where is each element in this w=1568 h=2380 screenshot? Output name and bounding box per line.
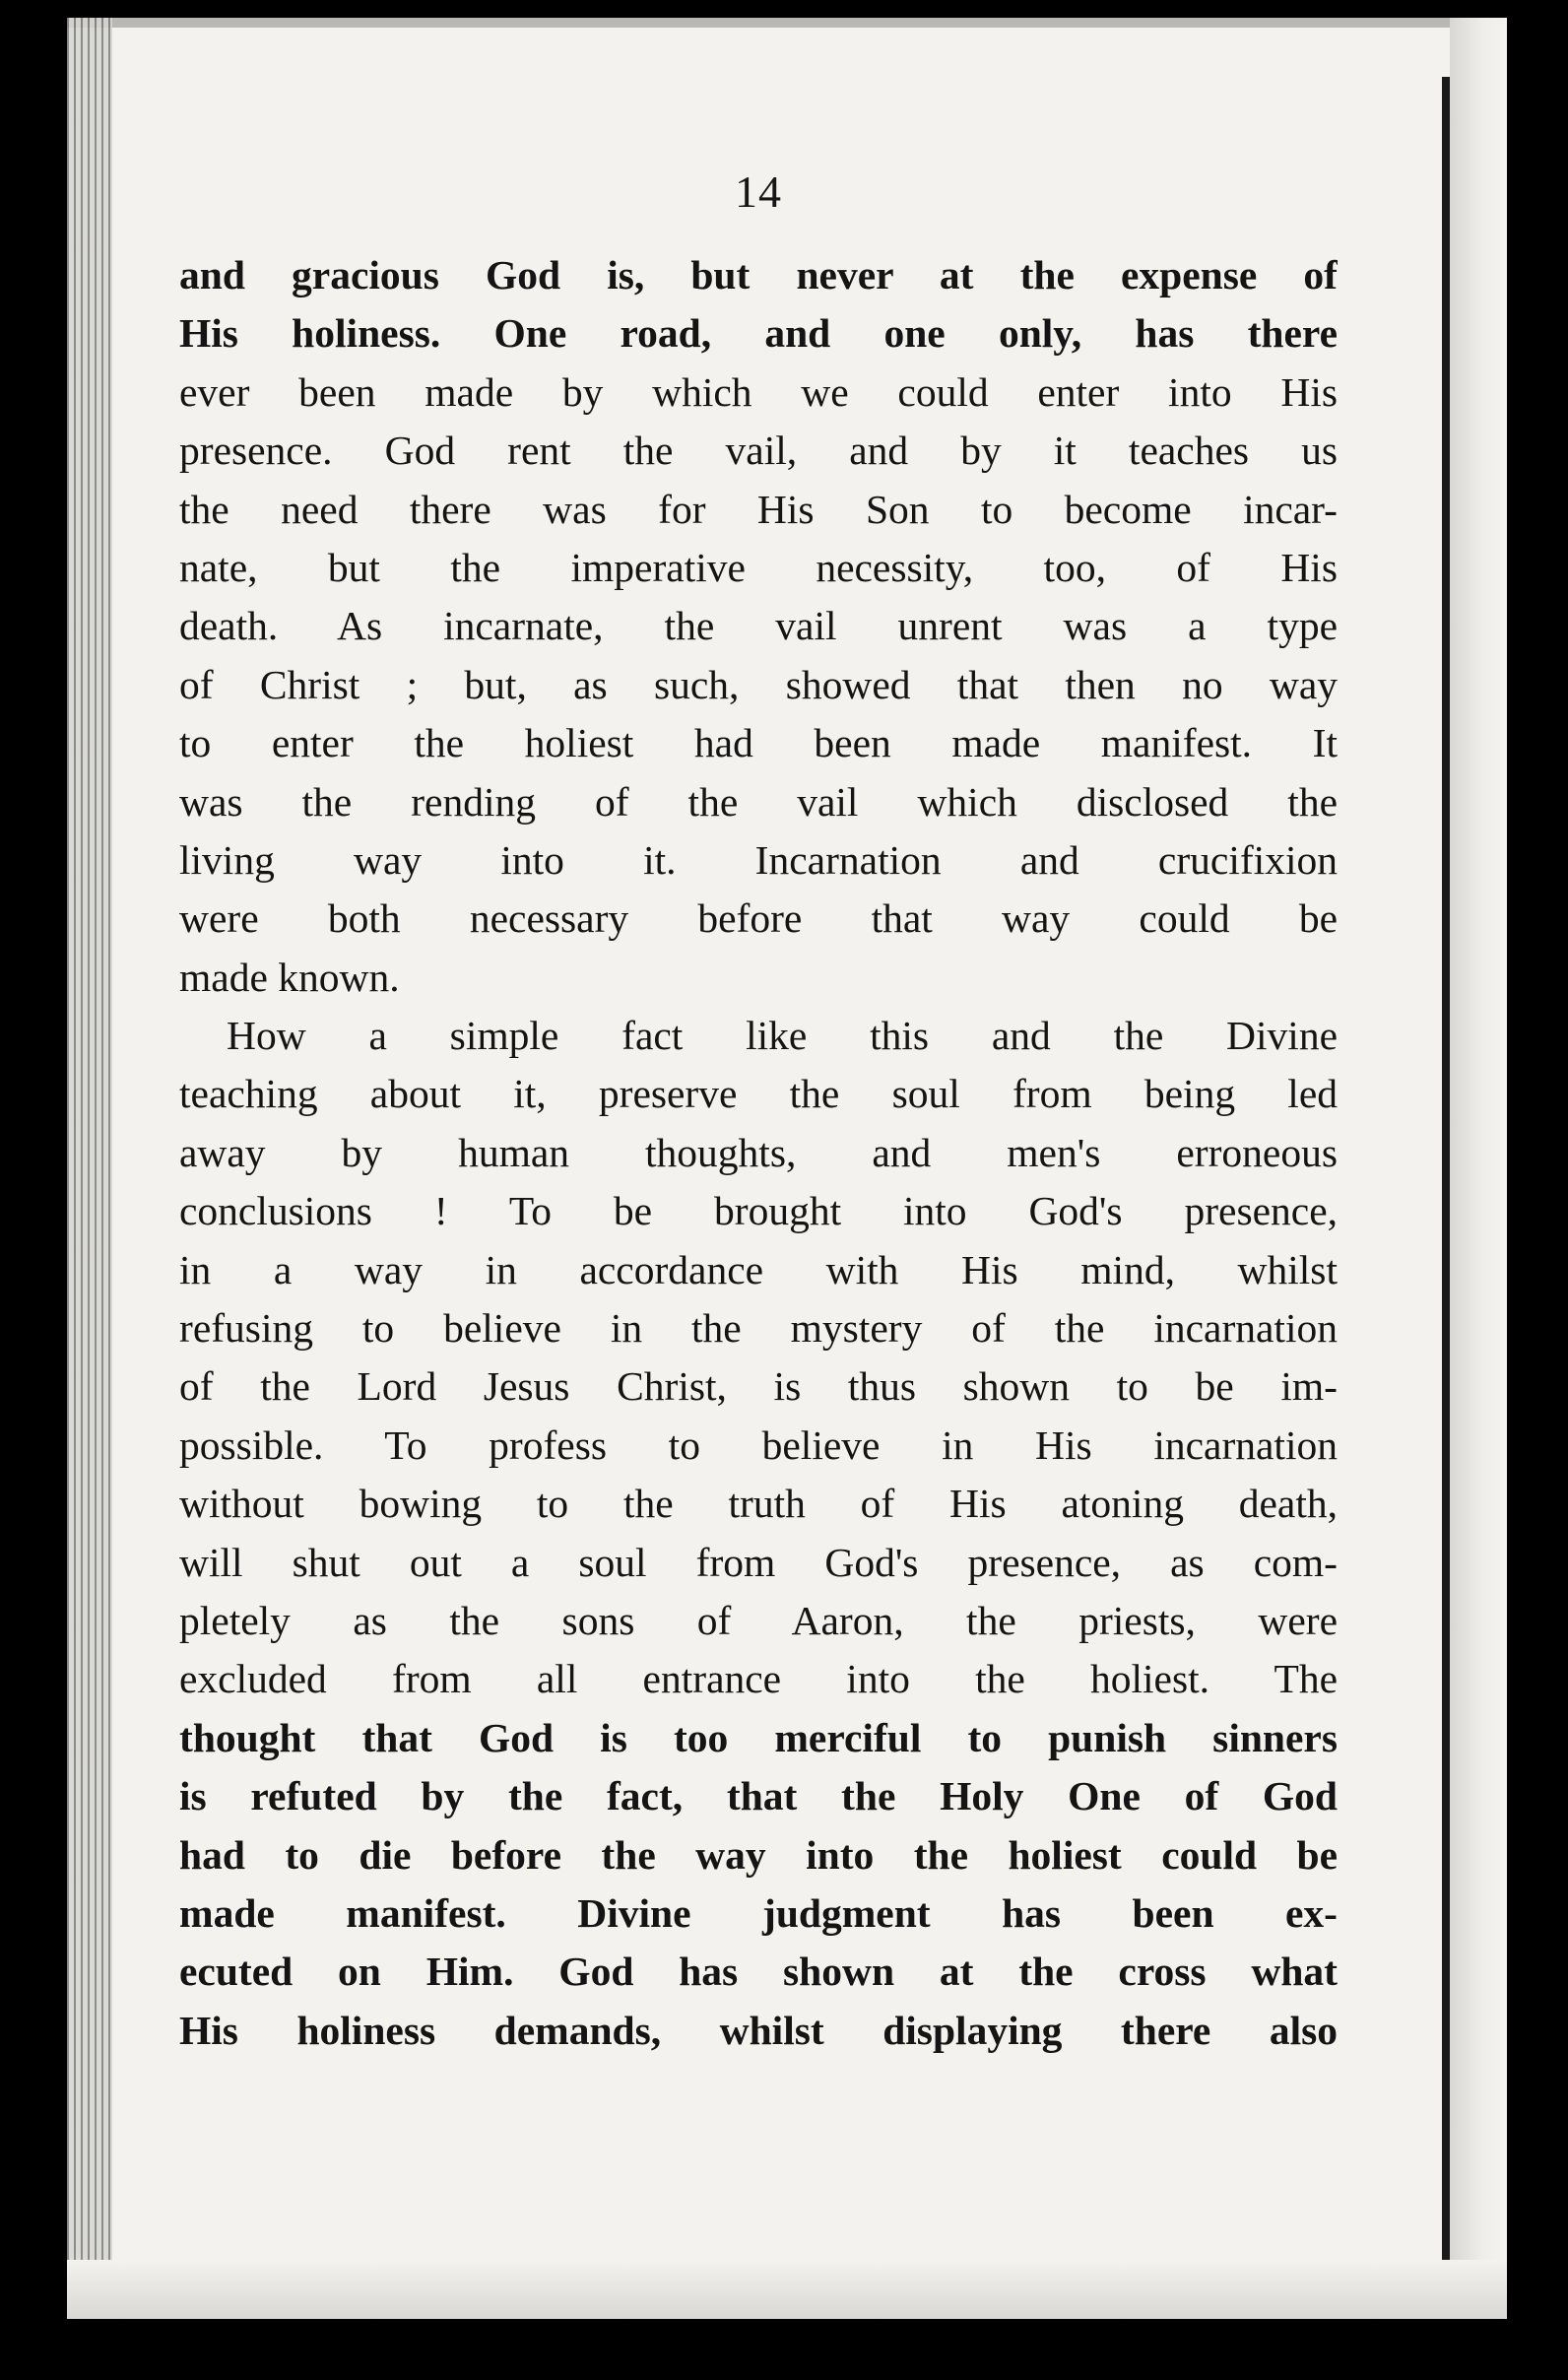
text-line: nate, but the imperative necessity, too, of His [179, 544, 1338, 590]
text-line: How a simple fact like this and the Divine [227, 1013, 1338, 1059]
text-line: had to die before the way into the holiest could be [179, 1831, 1338, 1878]
text-line: thought that God is too merciful to punish sinners [179, 1714, 1338, 1760]
text-line: to enter the holiest had been made manifest. It [179, 720, 1338, 766]
text-line: made manifest. Divine judgment has been ex- [179, 1889, 1338, 1936]
page-number: 14 [735, 166, 782, 217]
text-line: presence. God rent the vail, and by it teaches us [179, 428, 1338, 474]
body-text [179, 246, 1338, 2060]
text-line: excluded from all entrance into the holiest. The [179, 1656, 1338, 1702]
text-line: ever been made by which we could enter into His [179, 368, 1338, 415]
page-bottom-edge [67, 2260, 1507, 2319]
text-line: made known. [179, 954, 400, 1000]
page-right-edge [1450, 18, 1507, 2319]
text-line: in a way in accordance with His mind, whilst [179, 1246, 1338, 1292]
text-line: His holiness demands, whilst displaying there also [179, 2007, 1338, 2053]
text-line: were both necessary before that way could be [179, 895, 1338, 942]
text-line: of Christ ; but, as such, showed that then no way [179, 661, 1338, 707]
binding-rule [1442, 77, 1450, 2303]
text-line: of the Lord Jesus Christ, is thus shown to be im- [179, 1363, 1338, 1410]
page-top-edge [67, 18, 1507, 28]
text-line: refusing to believe in the mystery of the incarnation [179, 1305, 1338, 1352]
text-line: possible. To profess to believe in His incarnation [179, 1421, 1338, 1468]
page-gutter-edges [67, 18, 112, 2319]
text-line: His holiness. One road, and one only, has there [179, 310, 1338, 357]
text-line: and gracious God is, but never at the expense of [179, 252, 1338, 298]
text-line: pletely as the sons of Aaron, the priests, were [179, 1597, 1338, 1643]
text-line: the need there was for His Son to become incar- [179, 486, 1338, 532]
text-line: living way into it. Incarnation and crucifixion [179, 836, 1338, 883]
text-line: ecuted on Him. God has shown at the cross what [179, 1949, 1338, 1995]
paragraph-2 [179, 1007, 1338, 2060]
text-line: teaching about it, preserve the soul from being led [179, 1071, 1338, 1117]
text-line: death. As incarnate, the vail unrent was a type [179, 603, 1338, 649]
text-line: is refuted by the fact, that the Holy One of God [179, 1773, 1338, 1819]
text-line: without bowing to the truth of His atoning death, [179, 1481, 1338, 1527]
text-line: conclusions ! To be brought into God's presence, [179, 1188, 1338, 1234]
text-line: away by human thoughts, and men's erroneous [179, 1129, 1338, 1175]
text-line: was the rending of the vail which disclosed the [179, 778, 1338, 825]
text-line: will shut out a soul from God's presence, as com- [179, 1539, 1338, 1585]
paragraph-1 [179, 246, 1338, 1007]
